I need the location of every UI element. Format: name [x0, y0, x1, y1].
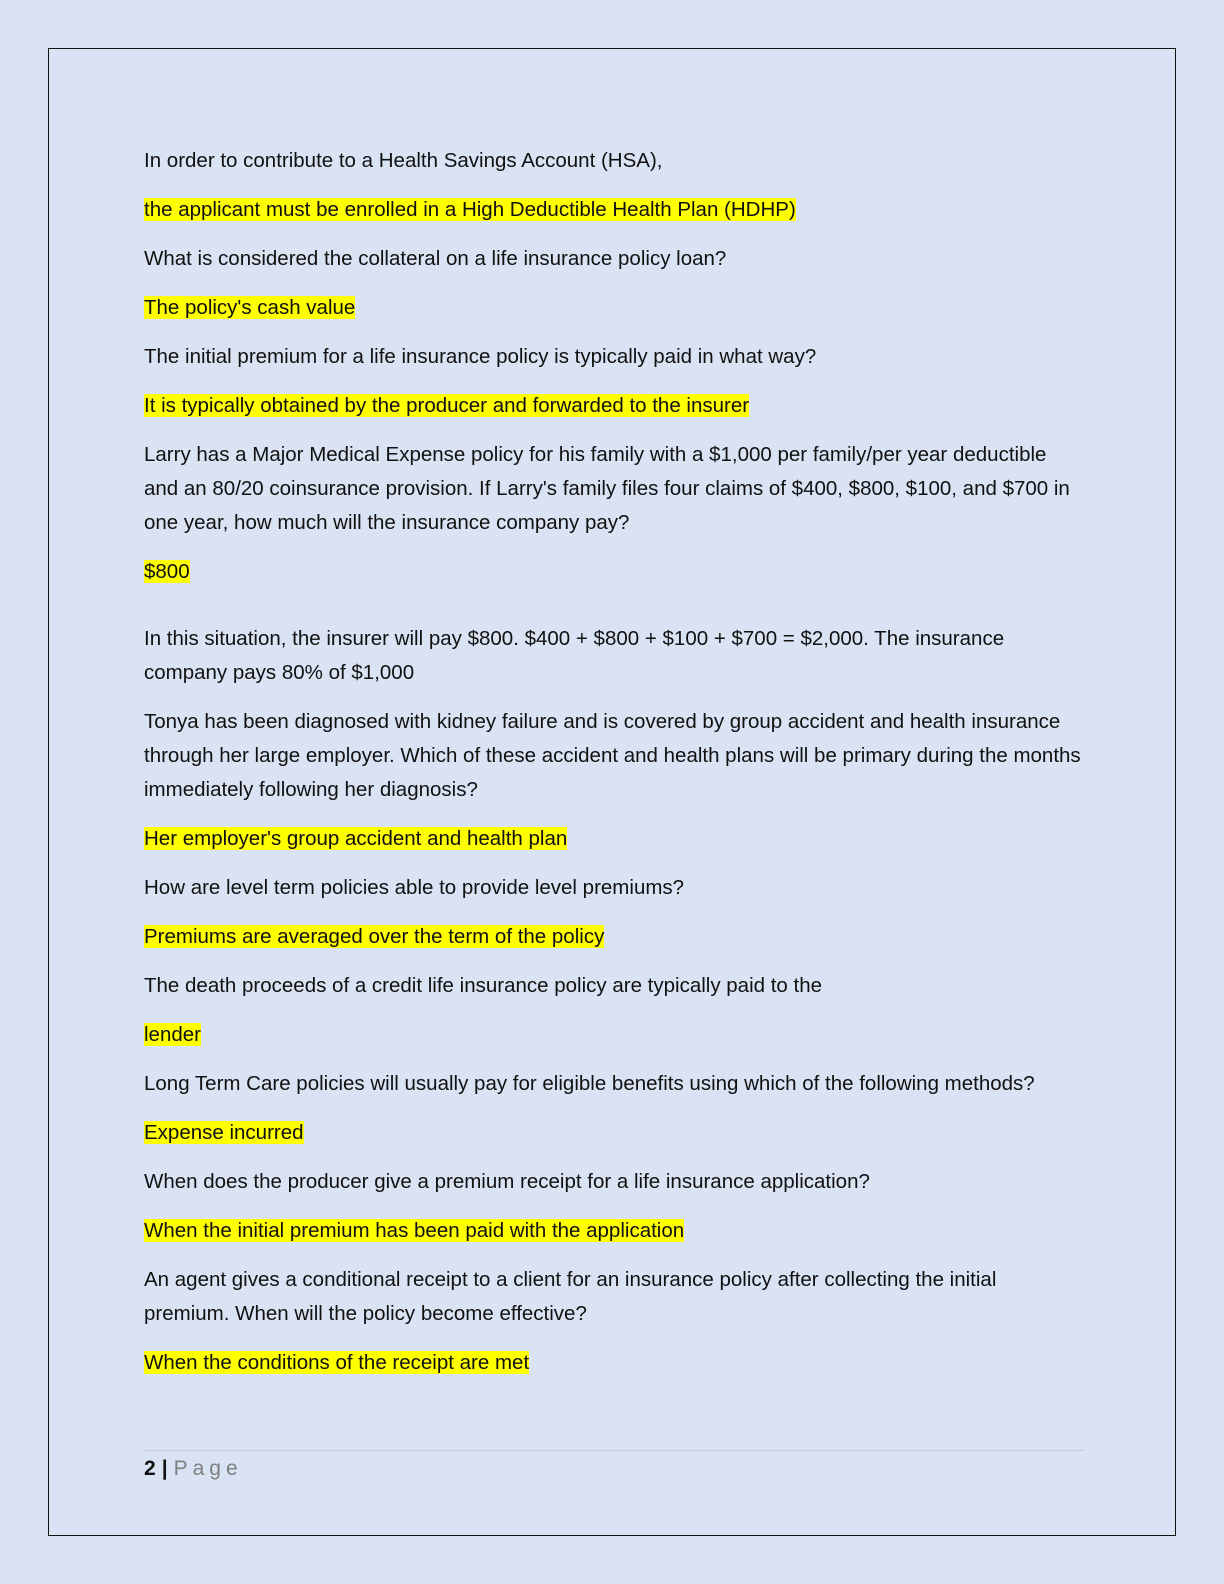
answer-highlight: It is typically obtained by the producer and forwarded to the insurer	[144, 394, 750, 417]
answer-text	[144, 389, 1084, 423]
question-text: The initial premium for a life insurance policy is typically paid in what way?	[144, 345, 817, 368]
question-text: The death proceeds of a credit life insurance policy are typically paid to the	[144, 974, 823, 997]
answer-text	[144, 1346, 1084, 1380]
question-text: An agent gives a conditional receipt to a client for an insurance policy after collecting the initial premium. When will the policy become effective?	[144, 1268, 997, 1325]
answer-text	[144, 291, 1084, 325]
answer-highlight: When the initial premium has been paid with the application	[144, 1219, 685, 1242]
question-text: In order to contribute to a Health Savings Account (HSA),	[144, 149, 663, 172]
answer-text	[144, 920, 1084, 954]
page-footer	[144, 1454, 243, 1484]
document-body	[144, 144, 1084, 1395]
answer-highlight: When the conditions of the receipt are met	[144, 1351, 530, 1374]
answer-highlight: Premiums are averaged over the term of the policy	[144, 925, 605, 948]
answer-highlight: lender	[144, 1023, 201, 1046]
question-text: What is considered the collateral on a life insurance policy loan?	[144, 247, 727, 270]
answer-highlight: The policy's cash value	[144, 296, 356, 319]
answer-highlight: Expense incurred	[144, 1121, 304, 1144]
answer-text	[144, 193, 1084, 227]
footer-separator: |	[161, 1457, 168, 1480]
question-text: Tonya has been diagnosed with kidney failure and is covered by group accident and health insurance through her large employer. Which of these accident and health plans will be primary during the months immediately following her diagnosis?	[144, 710, 1081, 801]
question-text: When does the producer give a premium receipt for a life insurance application?	[144, 1170, 870, 1193]
answer-text	[144, 1214, 1084, 1248]
page-number: 2	[144, 1457, 156, 1480]
answer-text	[144, 555, 1084, 589]
answer-text	[144, 1018, 1084, 1052]
footer-divider	[144, 1450, 1084, 1451]
answer-text	[144, 822, 1084, 856]
answer-highlight: $800	[144, 560, 190, 583]
answer-highlight: Her employer's group accident and health plan	[144, 827, 568, 850]
answer-highlight: the applicant must be enrolled in a High Deductible Health Plan (HDHP)	[144, 198, 796, 221]
page-label: Page	[173, 1457, 243, 1480]
question-text: Long Term Care policies will usually pay for eligible benefits using which of the following methods?	[144, 1072, 1035, 1095]
explanation-text: In this situation, the insurer will pay $800. $400 + $800 + $100 + $700 = $2,000. The insurance company pays 80% of $1,000	[144, 627, 1005, 684]
question-text: How are level term policies able to provide level premiums?	[144, 876, 685, 899]
answer-text	[144, 1116, 1084, 1150]
question-text: Larry has a Major Medical Expense policy for his family with a $1,000 per family/per year deductible and an 80/20 coinsurance provision. If Larry's family files four claims of $400, $800, $100, and $700 in one year, how much will the insurance company pay?	[144, 443, 1070, 534]
